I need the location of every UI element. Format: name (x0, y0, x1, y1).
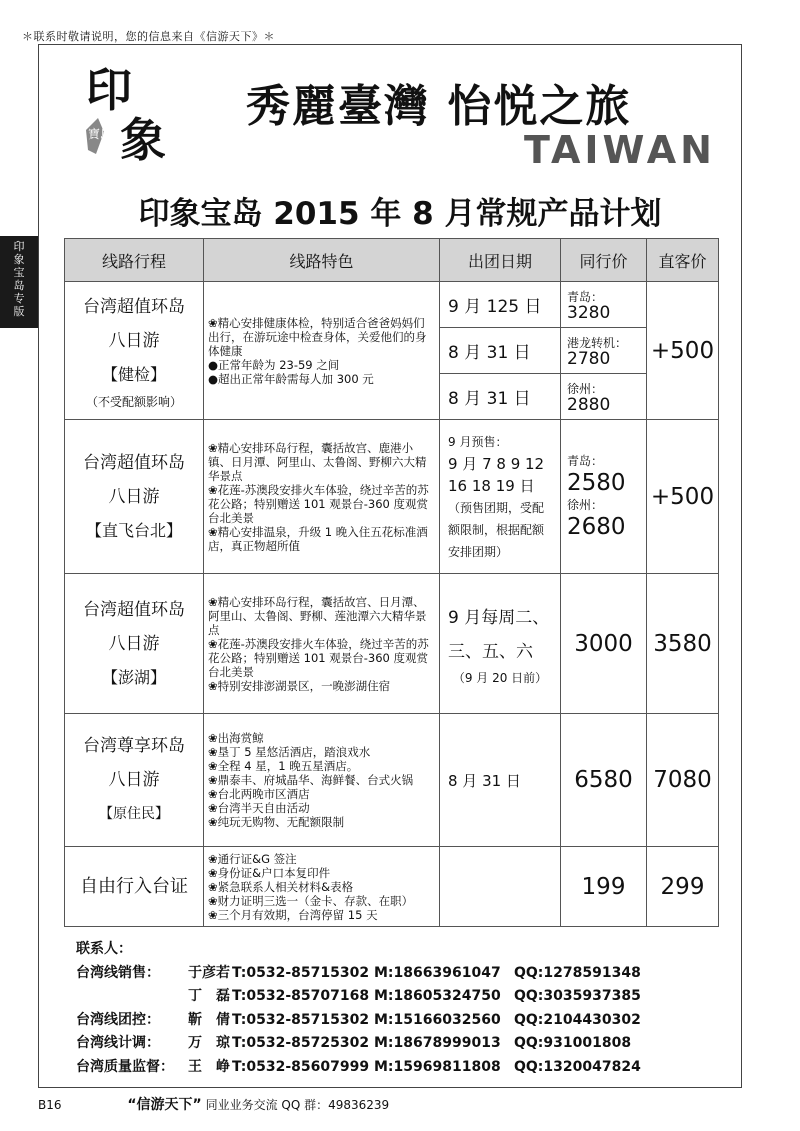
contact-role: 台湾线团控： (76, 1011, 160, 1028)
direct-price-cell: 7080 (647, 714, 719, 847)
route-name: 台湾超值环岛 (83, 452, 185, 473)
contact-tel: T:0532-85607999 (232, 1058, 370, 1075)
features-cell (204, 847, 440, 927)
route-cell: 自由行入台证 (65, 847, 204, 927)
contact-mobile: M:18605324750 (374, 988, 501, 1004)
route-tag: 【直飞台北】 (85, 520, 182, 540)
contact-qq: QQ:2104430302 (514, 1011, 641, 1028)
contact-row (76, 985, 641, 1009)
feature-item: ❀花莲-苏澳段安排火车体验，绕过辛苦的苏花公路；特别赠送 101 观景台-360 度观赏台北美景 (208, 482, 429, 525)
contact-mobile: M:15166032560 (374, 1011, 501, 1028)
contact-qq: QQ:3035937385 (514, 988, 641, 1004)
side-tab-char: 岛 (13, 279, 25, 292)
table-header-row (65, 239, 719, 282)
price-city: 徐州： (567, 381, 604, 396)
logo-char-1: 印 (86, 63, 132, 117)
contact-row (76, 1032, 641, 1056)
feature-item: ❀纯玩无购物、无配额限制 (208, 815, 345, 829)
contact-qq: QQ:1278591348 (514, 964, 641, 981)
side-tab (0, 236, 38, 328)
features-cell (204, 714, 440, 847)
feature-item: ❀精心安排环岛行程，囊括故宫、鹿港小镇、日月潭、阿里山、太鲁阁、野柳六大精华景点 (208, 440, 427, 483)
header-peer-price: 同行价 (561, 239, 647, 282)
table-row (65, 282, 719, 328)
date-cell (440, 574, 561, 714)
contact-mobile: M:18678999013 (374, 1035, 501, 1051)
date-label: 9 月预售： (448, 434, 508, 449)
price-value: 2780 (567, 348, 611, 369)
feature-item: ❀身份证&户口本复印件 (208, 865, 331, 880)
feature-item: ❀台湾半天自由活动 (208, 801, 310, 815)
route-duration: 八日游 (108, 330, 160, 351)
table-row (65, 714, 719, 847)
feature-item: ❀台北两晚市区酒店 (208, 787, 310, 801)
date-note: （预售团期，受配额限制，根据配额安排团期） (448, 500, 545, 559)
peer-price-cell: 199 (561, 847, 647, 927)
taiwan-wordmark: TAIWAN (524, 128, 716, 172)
slogan: 秀麗臺灣 怡悦之旅 (246, 81, 632, 132)
price-cell (561, 374, 647, 420)
header-dates: 出团日期 (440, 239, 561, 282)
price-city: 青岛： (567, 289, 604, 304)
page-title: 印象宝岛 2015 年 8 月常规产品计划 (138, 196, 662, 232)
direct-price-cell: 3580 (647, 574, 719, 714)
contact-role: 台湾线计调： (76, 1035, 160, 1051)
features-cell (204, 282, 440, 420)
route-name: 台湾超值环岛 (83, 296, 185, 317)
date-note: （9 月 20 日前） (452, 671, 548, 685)
date-line: 16 18 19 日 (448, 476, 535, 495)
feature-item: ❀出海赏鲸 (208, 731, 264, 745)
route-tag: 【健检】 (101, 364, 166, 384)
feature-item: ❀精心安排温泉，升级 1 晚入住五花标准酒店，真正物超所值 (208, 524, 428, 553)
contact-qq: QQ:931001808 (514, 1035, 632, 1051)
route-cell (65, 714, 204, 847)
date-cell: 9 月 125 日 (440, 282, 561, 328)
contact-role: 台湾质量监督： (76, 1058, 174, 1075)
contact-mobile: M:15969811808 (374, 1058, 501, 1075)
side-tab-char: 宝 (13, 266, 25, 279)
feature-item: ❀三个月有效期，台湾停留 15 天 (208, 907, 378, 922)
route-cell (65, 574, 204, 714)
direct-price-cell: +500 (647, 282, 719, 420)
price-value: 2880 (567, 394, 611, 415)
contact-row (76, 1056, 641, 1080)
feature-item: ●超出正常年龄需每人加 300 元 (208, 371, 374, 386)
logo-badge: 寶島 (88, 127, 113, 141)
contact-row (76, 1009, 641, 1033)
route-note: （不受配额影响） (85, 394, 182, 409)
feature-item: ●正常年龄为 23-59 之间 (208, 357, 340, 372)
logo-char-2: 象 (120, 113, 166, 167)
route-duration: 八日游 (108, 486, 160, 507)
page-number: B16 (38, 1098, 62, 1112)
feature-item: ❀财力证明三选一（金卡、存款、在职） (208, 893, 414, 908)
feature-item: ❀全程 4 星，1 晚五星酒店。 (208, 759, 359, 773)
price-cell (561, 420, 647, 574)
route-tag: 【原住民】 (99, 806, 169, 822)
price-city: 青岛： (567, 453, 604, 468)
date-line: 三、五、六 (448, 642, 533, 662)
feature-item: ❀花莲-苏澳段安排火车体验，绕过辛苦的苏花公路；特别赠送 101 观景台-360 度观赏台北美景 (208, 636, 429, 679)
contact-qq: QQ:1320047824 (514, 1058, 641, 1075)
date-line: 9 月 7 8 9 12 (448, 454, 545, 473)
peer-price-cell: 6580 (561, 714, 647, 847)
route-name: 台湾超值环岛 (83, 599, 185, 620)
top-note: ＊联系时敬请说明，您的信息来自《信游天下》＊ (22, 30, 275, 43)
contact-tel: T:0532-85707168 (232, 988, 370, 1004)
feature-item: ❀特别安排澎湖景区，一晚澎湖住宿 (208, 678, 391, 693)
feature-item: ❀垦丁 5 星悠活酒店，踏浪戏水 (208, 745, 371, 759)
header-direct-price: 直客价 (647, 239, 719, 282)
peer-price-cell: 3000 (561, 574, 647, 714)
contact-row (76, 962, 641, 986)
table-row (65, 847, 719, 927)
contacts-block (76, 938, 641, 1079)
price-value: 2680 (567, 513, 626, 540)
price-value: 2580 (567, 469, 626, 496)
contact-tel: T:0532-85715302 (232, 1011, 370, 1028)
contact-role: 台湾线销售： (76, 964, 160, 981)
price-value: 3280 (567, 302, 611, 323)
price-city: 徐州： (567, 497, 604, 512)
side-tab-char: 印 (13, 240, 25, 253)
route-duration: 八日游 (108, 770, 160, 790)
footer-text: 同业业务交流 QQ 群：49836239 (205, 1098, 390, 1112)
contact-role (76, 985, 188, 1009)
table-row (65, 574, 719, 714)
contact-name: 于彦若 (188, 964, 230, 981)
contact-name: 丁 磊 (188, 988, 230, 1004)
direct-price-cell: 299 (647, 847, 719, 927)
feature-item: ❀鼎泰丰、府城晶华、海鲜餐、台式火锅 (208, 773, 414, 787)
date-cell (440, 420, 561, 574)
table-row (65, 420, 719, 574)
route-name: 台湾尊享环岛 (83, 736, 185, 756)
contact-tel: T:0532-85725302 (232, 1035, 370, 1051)
route-cell (65, 420, 204, 574)
side-tab-char: 版 (13, 305, 25, 318)
contact-name: 王 峥 (188, 1058, 230, 1075)
contact-mobile: M:18663961047 (374, 964, 501, 981)
brand-logo (68, 58, 180, 168)
date-cell: 8 月 31 日 (440, 374, 561, 420)
route-duration: 八日游 (108, 633, 160, 654)
features-cell (204, 420, 440, 574)
footer-brand: “信游天下” (127, 1097, 202, 1113)
side-tab-char: 专 (13, 292, 25, 305)
contact-name: 万 琼 (188, 1035, 230, 1051)
footer (38, 1094, 389, 1114)
date-cell: 8 月 31 日 (440, 328, 561, 374)
route-cell (65, 282, 204, 420)
contact-tel: T:0532-85715302 (232, 964, 370, 981)
price-cell (561, 328, 647, 374)
header-route: 线路行程 (65, 239, 204, 282)
feature-item: ❀紧急联系人相关材料&表格 (208, 879, 354, 894)
feature-item: ❀精心安排健康体检，特别适合爸爸妈妈们出行，在游玩途中检查身体，关爱他们的身体健康 (208, 315, 427, 358)
product-plan-table (64, 238, 719, 927)
direct-price-cell: +500 (647, 420, 719, 574)
route-tag: 【澎湖】 (101, 667, 166, 687)
date-line: 9 月每周二、 (448, 608, 550, 628)
features-cell (204, 574, 440, 714)
price-city: 港龙转机： (567, 335, 628, 350)
date-cell: 8 月 31 日 (440, 714, 561, 847)
contacts-heading: 联系人： (76, 941, 132, 957)
price-cell (561, 282, 647, 328)
feature-item: ❀通行证&G 签注 (208, 851, 297, 866)
date-cell-empty (440, 847, 561, 927)
side-tab-char: 象 (13, 253, 25, 266)
feature-item: ❀精心安排环岛行程，囊括故宫、日月潭、阿里山、太鲁阁、野柳、莲池潭六大精华景点 (208, 594, 427, 637)
header-features: 线路特色 (204, 239, 440, 282)
contact-name: 靳 倩 (188, 1011, 230, 1028)
